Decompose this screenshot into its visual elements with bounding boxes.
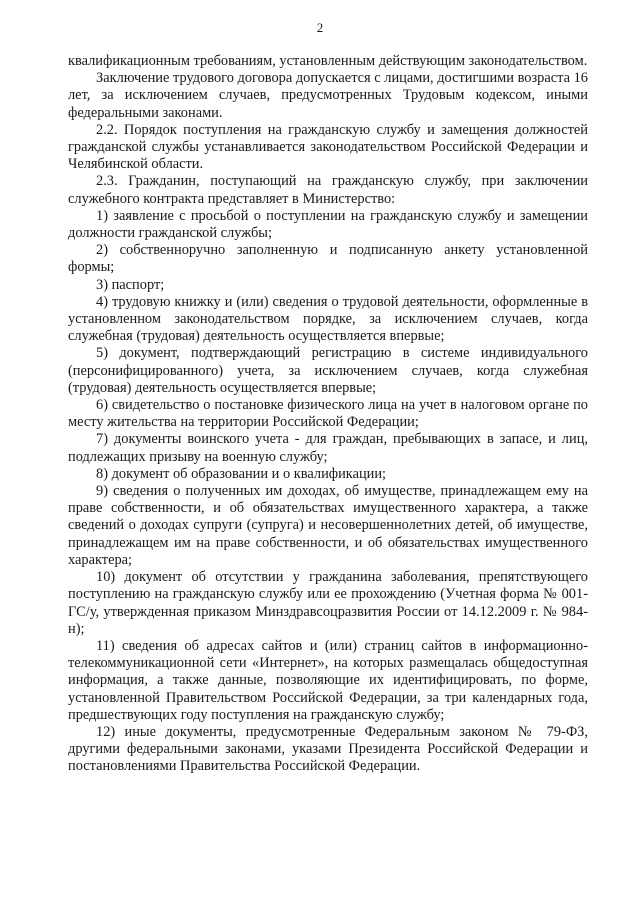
list-item-11: 11) сведения об адресах сайтов и (или) страниц сайтов в информационно-телекоммуникационной сети «Интернет», на которых размещалась общедоступная информация, а также данные, позволяющие их идентифицировать, по форме, установленной Правительством Российской Федерации, за три календарных года, предшествующих году поступления на гражданскую службу; bbox=[68, 637, 588, 723]
list-item-10: 10) документ об отсутствии у гражданина заболевания, препятствующего поступлению на гражданскую службу или ее прохождению (Учетная форма № 001-ГС/у, утвержденная приказом Минздравсоцразвития России от 14.12.2009 г. № 984-н); bbox=[68, 569, 588, 637]
list-item-4: 4) трудовую книжку и (или) сведения о трудовой деятельности, оформленные в установленном законодательством порядке, за исключением случаев, когда служебная (трудовая) деятельность осуществляется впервые; bbox=[68, 293, 588, 345]
page-number: 2 bbox=[316, 20, 324, 35]
list-item-12: 12) иные документы, предусмотренные Федеральным законом № 79-ФЗ, другими федеральными законами, указами Президента Российской Федерации и постановлениями Правительства Российской Федерации. bbox=[68, 723, 588, 775]
paragraph-2-2: 2.2. Порядок поступления на гражданскую службу и замещения должностей гражданской службы устанавливается законодательством Российской Федерации и Челябинской области. bbox=[68, 121, 588, 173]
list-item-8: 8) документ об образовании и о квалификации; bbox=[96, 465, 387, 482]
paragraph-labor-contract-age: Заключение трудового договора допускается с лицами, достигшими возраста 16 лет, за исключением случаев, предусмотренных Трудовым кодексом, иными федеральными законами. bbox=[68, 70, 588, 121]
paragraph-continuation: квалификационным требованиям, установленным действующим законодательством. bbox=[68, 53, 588, 69]
list-item-7: 7) документы воинского учета - для граждан, пребывающих в запасе, и лиц, подлежащих призыву на военную службу; bbox=[68, 431, 588, 465]
document-body bbox=[68, 53, 588, 776]
list-item-5: 5) документ, подтверждающий регистрацию в системе индивидуального (персонифицированного) учета, за исключением случаев, когда служебная (трудовая) деятельность осуществляется впервые; bbox=[68, 345, 588, 396]
paragraph-2-3: 2.3. Гражданин, поступающий на гражданскую службу, при заключении служебного контракта представляет в Министерство: bbox=[68, 173, 588, 207]
list-item-3: 3) паспорт; bbox=[96, 276, 165, 293]
list-item-9: 9) сведения о полученных им доходах, об имуществе, принадлежащем ему на праве собственности, и об обязательствах имущественного характера, а также сведений о доходах супруги (супруга) и несовершеннолетних детей, об имуществе, принадлежащем им на праве собственности, и об обязательствах имущественного характера; bbox=[68, 483, 588, 568]
list-item-6: 6) свидетельство о постановке физического лица на учет в налоговом органе по месту жительства на территории Российской Федерации; bbox=[68, 397, 588, 431]
list-item-2: 2) собственноручно заполненную и подписанную анкету установленной формы; bbox=[68, 242, 588, 276]
list-item-1: 1) заявление с просьбой о поступлении на гражданскую службу и замещении должности гражданской службы; bbox=[68, 207, 588, 242]
